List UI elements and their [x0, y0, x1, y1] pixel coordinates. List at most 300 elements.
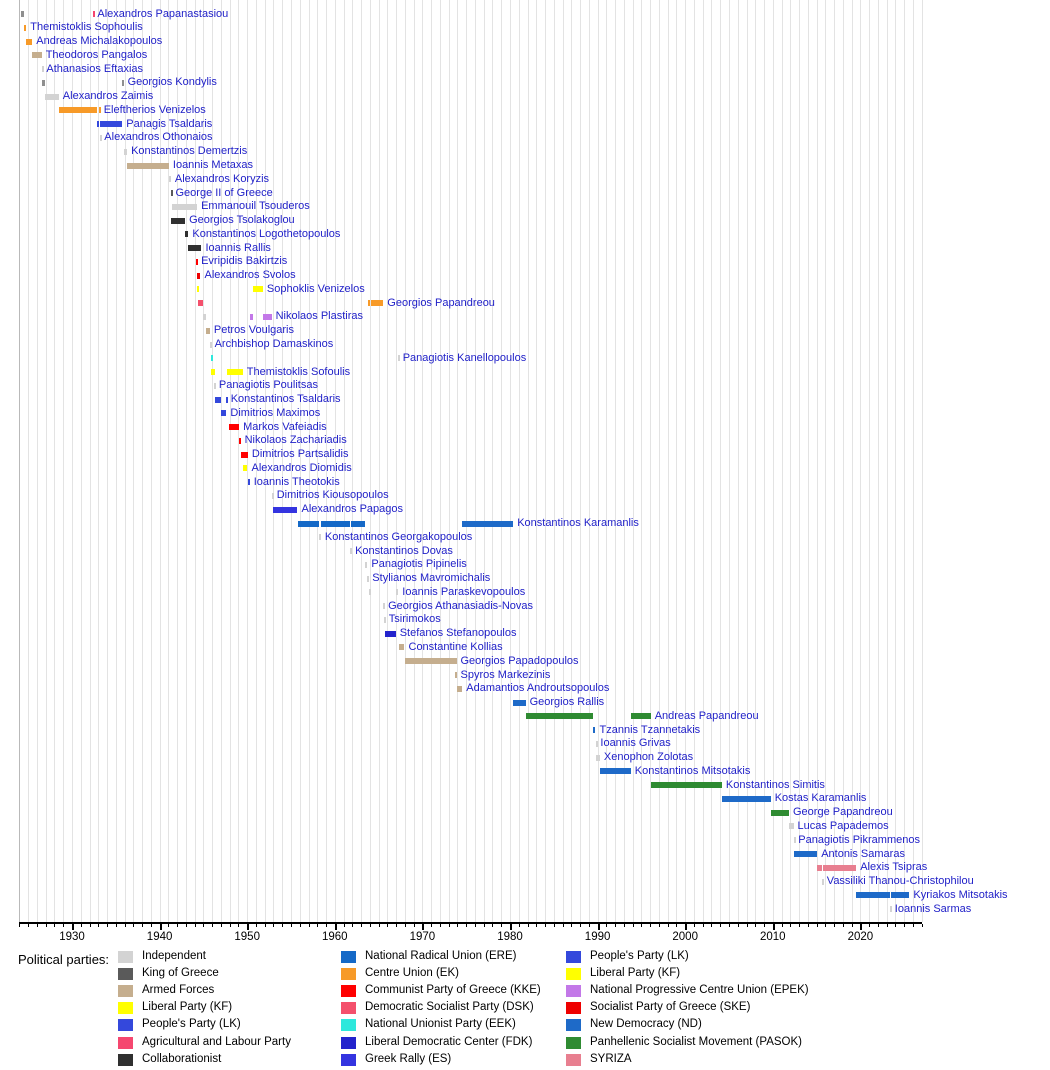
gridline-year	[922, 0, 923, 922]
pm-name-label[interactable]: Georgios Rallis	[529, 696, 605, 708]
legend-swatch-kf	[566, 968, 581, 980]
term-bar	[59, 107, 97, 113]
gridline-year	[860, 0, 861, 922]
gridline-year	[510, 0, 511, 922]
gridline-year	[825, 0, 826, 922]
axis-tick-minor	[238, 924, 239, 927]
gridline-year	[475, 0, 476, 922]
term-bar	[817, 865, 822, 871]
axis-tick-minor	[195, 924, 196, 927]
axis-year-label: 2010	[760, 931, 786, 943]
gridline-year	[484, 0, 485, 922]
legend-swatch-lk	[566, 951, 581, 963]
axis-tick-minor	[387, 924, 388, 927]
axis-tick-minor	[852, 924, 853, 927]
gridline-year	[878, 0, 879, 922]
axis-tick-minor	[904, 924, 905, 927]
term-bar	[596, 741, 598, 747]
legend-swatch-agr	[118, 1037, 133, 1049]
term-bar	[385, 631, 396, 637]
axis-tick-minor	[81, 924, 82, 927]
pm-name-label[interactable]: Theodoros Pangalos	[45, 48, 148, 61]
axis-tick-minor	[370, 924, 371, 927]
legend-swatch-lk	[118, 1019, 133, 1031]
axis-tick-minor	[922, 924, 923, 927]
term-bar	[227, 369, 243, 375]
pm-name-label[interactable]: Themistoklis Sophoulis	[30, 21, 143, 34]
pm-name-label[interactable]: Andreas Papandreou	[654, 709, 759, 722]
term-bar	[197, 273, 200, 279]
axis-year-label: 2020	[847, 931, 874, 943]
term-bar	[206, 328, 210, 334]
pm-name-label[interactable]: Andreas Michalakopoulos	[36, 35, 163, 47]
legend-label: National Unionist Party (EEK)	[365, 1018, 516, 1031]
term-bar	[211, 355, 213, 361]
pm-name-label[interactable]: Adamantios Androutsopoulos	[466, 682, 610, 695]
term-bar	[45, 94, 59, 100]
axis-tick-minor	[913, 924, 914, 927]
axis-tick-minor	[668, 924, 669, 927]
term-bar	[384, 617, 386, 623]
legend-swatch-fdk	[341, 1037, 356, 1049]
gridline-year	[247, 0, 248, 922]
axis-tick-minor	[747, 924, 748, 927]
gridline-year	[852, 0, 853, 922]
axis-tick-minor	[606, 924, 607, 927]
axis-tick-minor	[230, 924, 231, 927]
axis-year-label: 1950	[234, 931, 260, 943]
term-bar	[722, 796, 771, 802]
axis-tick-minor	[440, 924, 441, 927]
pm-name-label[interactable]: Konstantinos Demertzis	[131, 145, 248, 158]
term-bar	[188, 245, 201, 251]
pm-name-label[interactable]: Nikolaos Zachariadis	[244, 434, 347, 447]
term-bar	[185, 231, 188, 237]
pm-name-label[interactable]: Emmanouil Tsouderos	[201, 200, 310, 213]
gridline-year	[405, 0, 406, 922]
pm-name-label[interactable]: Ioannis Grivas	[600, 737, 671, 750]
axis-tick-minor	[536, 924, 537, 927]
pm-name-label[interactable]: Alexis Tsipras	[860, 861, 928, 874]
axis-tick-minor	[641, 924, 642, 927]
gridline-year	[63, 0, 64, 922]
pm-name-label[interactable]: Eleftherios Venizelos	[103, 103, 206, 116]
term-bar	[272, 493, 274, 499]
term-bar	[631, 713, 651, 719]
gridline-year	[492, 0, 493, 922]
gridline-year	[834, 0, 835, 922]
x-axis-line	[19, 922, 921, 924]
term-bar	[93, 11, 95, 17]
legend-label: Centre Union (EK)	[365, 967, 459, 980]
pm-name-label[interactable]: Themistoklis Sofoulis	[246, 365, 351, 378]
pm-name-label[interactable]: Panagiotis Poulitsas	[218, 379, 318, 392]
legend-label: National Progressive Centre Union (EPEK)	[590, 984, 809, 997]
term-bar	[196, 259, 198, 265]
axis-tick-major	[510, 924, 512, 930]
pm-name-label[interactable]: Petros Voulgaris	[213, 324, 294, 337]
pm-name-label[interactable]: Kyriakos Mitsotakis	[913, 888, 1008, 901]
axis-tick-minor	[256, 924, 257, 927]
gridline-year	[624, 0, 625, 922]
pm-name-label[interactable]: Konstantinos Logothetopoulos	[192, 227, 341, 240]
axis-tick-minor	[457, 924, 458, 927]
term-bar	[794, 837, 796, 843]
pm-name-label[interactable]: George II of Greece	[175, 186, 273, 199]
axis-tick-minor	[221, 924, 222, 927]
pm-name-label[interactable]: Evripidis Bakirtzis	[201, 255, 288, 268]
axis-tick-minor	[615, 924, 616, 927]
legend-label: SYRIZA	[590, 1052, 632, 1065]
pm-name-label[interactable]: Spyros Markezinis	[460, 668, 551, 681]
pm-name-label[interactable]: Lucas Papademos	[797, 819, 889, 832]
legend-label: Greek Rally (ES)	[365, 1052, 452, 1065]
gridline-year	[501, 0, 502, 922]
axis-tick-minor	[405, 924, 406, 927]
gridline-year	[440, 0, 441, 922]
pm-name-label[interactable]: Ioannis Metaxas	[172, 159, 253, 171]
legend-swatch-ske	[566, 1002, 581, 1014]
axis-tick-minor	[63, 924, 64, 927]
pm-name-label[interactable]: Constantine Kollias	[408, 640, 503, 653]
axis-tick-minor	[125, 924, 126, 927]
axis-tick-minor	[282, 924, 283, 927]
axis-tick-minor	[273, 924, 274, 927]
legend-swatch-ere	[341, 951, 356, 963]
gridline-year	[563, 0, 564, 922]
pm-name-label[interactable]: Tsirimokos	[388, 613, 441, 626]
legend-label: Communist Party of Greece (KKE)	[365, 984, 541, 997]
legend-title: Political parties:	[18, 952, 110, 967]
axis-tick-minor	[379, 924, 380, 927]
axis-tick-minor	[352, 924, 353, 927]
term-bar	[169, 176, 171, 182]
term-bar	[890, 906, 892, 912]
axis-tick-minor	[580, 924, 581, 927]
term-bar	[273, 507, 298, 513]
axis-tick-minor	[449, 924, 450, 927]
gridline-year	[519, 0, 520, 922]
pm-name-label[interactable]: Alexandros Svolos	[204, 269, 296, 282]
pm-name-label[interactable]: Dimitrios Partsalidis	[251, 448, 349, 461]
axis-tick-minor	[659, 924, 660, 927]
pm-name-label[interactable]: Georgios Papadopoulos	[460, 654, 579, 667]
axis-tick-major	[598, 924, 600, 930]
gridline-year	[387, 0, 388, 922]
gridline-year	[361, 0, 362, 922]
term-bar	[371, 300, 383, 306]
axis-tick-minor	[676, 924, 677, 927]
term-bar	[215, 397, 222, 403]
term-bar	[241, 452, 248, 458]
term-bar	[365, 562, 367, 568]
term-bar	[229, 424, 239, 430]
axis-tick-minor	[878, 924, 879, 927]
legend-label: Liberal Party (KF)	[590, 967, 681, 980]
legend-swatch-es	[341, 1054, 356, 1066]
pm-name-label[interactable]: Sophoklis Venizelos	[266, 282, 365, 295]
axis-tick-minor	[755, 924, 756, 927]
gridline-year	[869, 0, 870, 922]
term-bar	[203, 314, 205, 320]
pm-name-label[interactable]: Alexandros Koryzis	[174, 172, 270, 185]
pm-name-label[interactable]: Panagiotis Kanellopoulos	[402, 351, 527, 364]
term-bar	[100, 121, 123, 127]
term-bar	[26, 39, 32, 45]
term-bar	[171, 218, 185, 224]
legend-label: People's Party (LK)	[590, 950, 689, 962]
term-bar	[526, 713, 594, 719]
pm-name-label[interactable]: Konstantinos Karamanlis	[517, 517, 639, 529]
term-bar	[351, 521, 365, 527]
pm-name-label[interactable]: Panagiotis Pipinelis	[371, 558, 467, 571]
pm-name-label[interactable]: Vassiliki Thanou-Christophilou	[826, 875, 974, 887]
axis-tick-minor	[808, 924, 809, 927]
axis-tick-minor	[186, 924, 187, 927]
legend-label: Panhellenic Socialist Movement (PASOK)	[590, 1035, 802, 1048]
term-bar	[455, 672, 457, 678]
axis-tick-minor	[484, 924, 485, 927]
term-bar	[127, 163, 169, 169]
pm-name-label[interactable]: Ioannis Theotokis	[253, 475, 340, 488]
term-bar	[197, 286, 199, 292]
gridline-year	[37, 0, 38, 922]
legend-label: Liberal Democratic Center (FDK)	[365, 1035, 533, 1048]
term-bar	[239, 438, 241, 444]
legend-swatch-syriza	[566, 1054, 581, 1066]
axis-year-label: 1960	[322, 931, 348, 943]
term-bar	[367, 576, 369, 582]
axis-tick-minor	[790, 924, 791, 927]
axis-tick-minor	[528, 924, 529, 927]
legend-swatch-pasok	[566, 1037, 581, 1049]
pm-name-label[interactable]: Stylianos Mavromichalis	[372, 572, 491, 585]
axis-tick-major	[335, 924, 337, 930]
axis-year-label: 1930	[59, 931, 85, 943]
pm-name-label[interactable]: Konstantinos Tsaldaris	[230, 393, 341, 406]
legend-swatch-independent	[118, 951, 133, 963]
term-bar	[405, 658, 457, 664]
term-bar	[100, 135, 102, 141]
pm-name-label[interactable]: Dimitrios Maximos	[230, 406, 321, 419]
term-bar	[97, 121, 99, 127]
pm-name-label[interactable]: Markos Vafeiadis	[243, 420, 327, 433]
axis-tick-minor	[475, 924, 476, 927]
pm-name-label[interactable]: Stefanos Stefanopoulos	[399, 627, 517, 640]
pm-name-label[interactable]: Konstantinos Dovas	[355, 544, 453, 557]
term-bar	[226, 397, 228, 403]
legend-label: Agricultural and Labour Party	[142, 1035, 291, 1048]
pm-name-label[interactable]: Konstantinos Mitsotakis	[634, 764, 751, 777]
axis-tick-minor	[203, 924, 204, 927]
term-bar	[21, 11, 24, 17]
term-bar	[42, 66, 44, 72]
pm-name-label[interactable]: Alexandros Othonaios	[104, 131, 213, 144]
gridline-year	[598, 0, 599, 922]
term-bar	[253, 286, 263, 292]
term-bar	[513, 700, 525, 706]
axis-tick-minor	[326, 924, 327, 927]
axis-tick-minor	[133, 924, 134, 927]
gridline-year	[554, 0, 555, 922]
term-bar	[823, 865, 856, 871]
pm-name-label[interactable]: Ioannis Sarmas	[894, 902, 972, 915]
axis-tick-minor	[571, 924, 572, 927]
legend-swatch-collab	[118, 1054, 133, 1066]
term-bar	[198, 300, 204, 306]
axis-tick-major	[860, 924, 862, 930]
gridline-year	[221, 0, 222, 922]
axis-tick-minor	[309, 924, 310, 927]
axis-tick-minor	[492, 924, 493, 927]
axis-tick-minor	[711, 924, 712, 927]
term-bar	[32, 52, 41, 58]
pm-name-label[interactable]: Alexandros Papagos	[301, 503, 404, 516]
axis-tick-minor	[703, 924, 704, 927]
axis-tick-minor	[589, 924, 590, 927]
pm-name-label[interactable]: Ioannis Rallis	[205, 241, 271, 254]
term-bar	[457, 686, 463, 692]
pm-name-label[interactable]: Athanasios Eftaxias	[46, 62, 144, 75]
term-bar	[398, 355, 400, 361]
legend-label: National Radical Union (ERE)	[365, 950, 517, 962]
pm-name-label[interactable]: Nikolaos Plastiras	[275, 310, 364, 323]
term-bar	[122, 80, 124, 86]
axis-tick-minor	[545, 924, 546, 927]
term-bar	[399, 644, 405, 650]
legend-swatch-dsk	[341, 1002, 356, 1014]
axis-tick-minor	[168, 924, 169, 927]
gridline-year	[545, 0, 546, 922]
pm-name-label[interactable]: Kostas Karamanlis	[774, 792, 867, 805]
axis-tick-minor	[817, 924, 818, 927]
pm-name-label[interactable]: Georgios Athanasiadis-Novas	[388, 599, 534, 612]
pm-name-label[interactable]: Dimitrios Kiousopoulos	[276, 489, 389, 502]
gridline-year	[633, 0, 634, 922]
axis-tick-minor	[843, 924, 844, 927]
term-bar	[396, 589, 399, 595]
term-bar	[789, 823, 794, 829]
axis-tick-minor	[834, 924, 835, 927]
legend-swatch-ek	[341, 968, 356, 980]
axis-tick-major	[160, 924, 162, 930]
legend-label: Democratic Socialist Party (DSK)	[365, 1001, 534, 1014]
term-bar	[99, 107, 101, 113]
pm-name-label[interactable]: Ioannis Paraskevopoulos	[402, 585, 526, 598]
term-bar	[350, 548, 352, 554]
legend-label: Independent	[142, 950, 206, 962]
axis-tick-minor	[650, 924, 651, 927]
gridline-year	[90, 0, 91, 922]
term-bar	[42, 80, 45, 86]
axis-year-label: 1940	[146, 931, 173, 943]
axis-tick-minor	[98, 924, 99, 927]
axis-tick-minor	[265, 924, 266, 927]
pm-name-label[interactable]: Archbishop Damaskinos	[214, 338, 334, 350]
legend-swatch-nd	[566, 1019, 581, 1031]
legend-label: Collaborationist	[142, 1052, 222, 1065]
axis-tick-minor	[151, 924, 152, 927]
pm-name-label[interactable]: Tzannis Tzannetakis	[599, 723, 701, 736]
gridline-year	[449, 0, 450, 922]
pm-name-label[interactable]: Panagiotis Pikrammenos	[798, 833, 920, 846]
axis-tick-major	[247, 924, 249, 930]
axis-tick-minor	[431, 924, 432, 927]
term-bar	[171, 190, 173, 196]
axis-tick-minor	[212, 924, 213, 927]
axis-tick-minor	[300, 924, 301, 927]
pm-name-label[interactable]: Konstantinos Simitis	[725, 778, 825, 791]
term-bar	[319, 534, 321, 540]
pm-name-label[interactable]: Alexandros Papanastasiou	[97, 7, 229, 20]
pm-name-label[interactable]: Konstantinos Georgakopoulos	[324, 530, 473, 543]
axis-tick-minor	[19, 924, 20, 927]
term-bar	[891, 892, 910, 898]
pm-name-label[interactable]: Georgios Tsolakoglou	[189, 214, 295, 226]
gridline-year	[352, 0, 353, 922]
term-bar	[243, 465, 248, 471]
axis-tick-major	[422, 924, 424, 930]
axis-tick-minor	[825, 924, 826, 927]
axis-tick-minor	[887, 924, 888, 927]
legend-swatch-armed	[118, 985, 133, 997]
term-bar	[248, 479, 250, 485]
axis-tick-minor	[414, 924, 415, 927]
gridline-year	[589, 0, 590, 922]
axis-tick-minor	[729, 924, 730, 927]
gridline-year	[466, 0, 467, 922]
pm-name-label[interactable]: Alexandros Zaimis	[62, 90, 154, 103]
pm-name-label[interactable]: Xenophon Zolotas	[603, 751, 694, 764]
gridline-year	[81, 0, 82, 922]
pm-name-label[interactable]: Georgios Papandreou	[387, 296, 495, 309]
gridline-year	[887, 0, 888, 922]
pm-name-label[interactable]: Panagis Tsaldaris	[126, 117, 213, 130]
gridline-year	[895, 0, 896, 922]
y-axis-spine	[19, 0, 20, 922]
axis-tick-minor	[563, 924, 564, 927]
legend-label: Socialist Party of Greece (SKE)	[590, 1001, 751, 1014]
axis-tick-minor	[396, 924, 397, 927]
axis-tick-minor	[291, 924, 292, 927]
term-bar	[771, 810, 789, 816]
axis-tick-minor	[501, 924, 502, 927]
axis-tick-major	[773, 924, 775, 930]
axis-tick-minor	[738, 924, 739, 927]
pm-name-label[interactable]: George Papandreou	[793, 806, 893, 819]
gridline-year	[843, 0, 844, 922]
gridline-year	[904, 0, 905, 922]
axis-tick-minor	[869, 924, 870, 927]
legend-label: Liberal Party (KF)	[142, 1001, 233, 1014]
term-bar	[263, 314, 271, 320]
term-bar	[856, 892, 890, 898]
gridline-year	[606, 0, 607, 922]
axis-tick-minor	[90, 924, 91, 927]
term-bar	[250, 314, 253, 320]
term-bar	[214, 383, 216, 389]
pm-name-label[interactable]: Antonis Samaras	[821, 847, 905, 860]
gridline-year	[913, 0, 914, 922]
legend-label: King of Greece	[142, 967, 219, 980]
axis-tick-minor	[361, 924, 362, 927]
axis-tick-major	[72, 924, 74, 930]
gridline-year	[370, 0, 371, 922]
axis-tick-minor	[46, 924, 47, 927]
pm-name-label[interactable]: Alexandros Diomidis	[251, 461, 352, 474]
pm-name-label[interactable]: Georgios Kondylis	[127, 76, 217, 89]
term-bar	[596, 755, 600, 761]
